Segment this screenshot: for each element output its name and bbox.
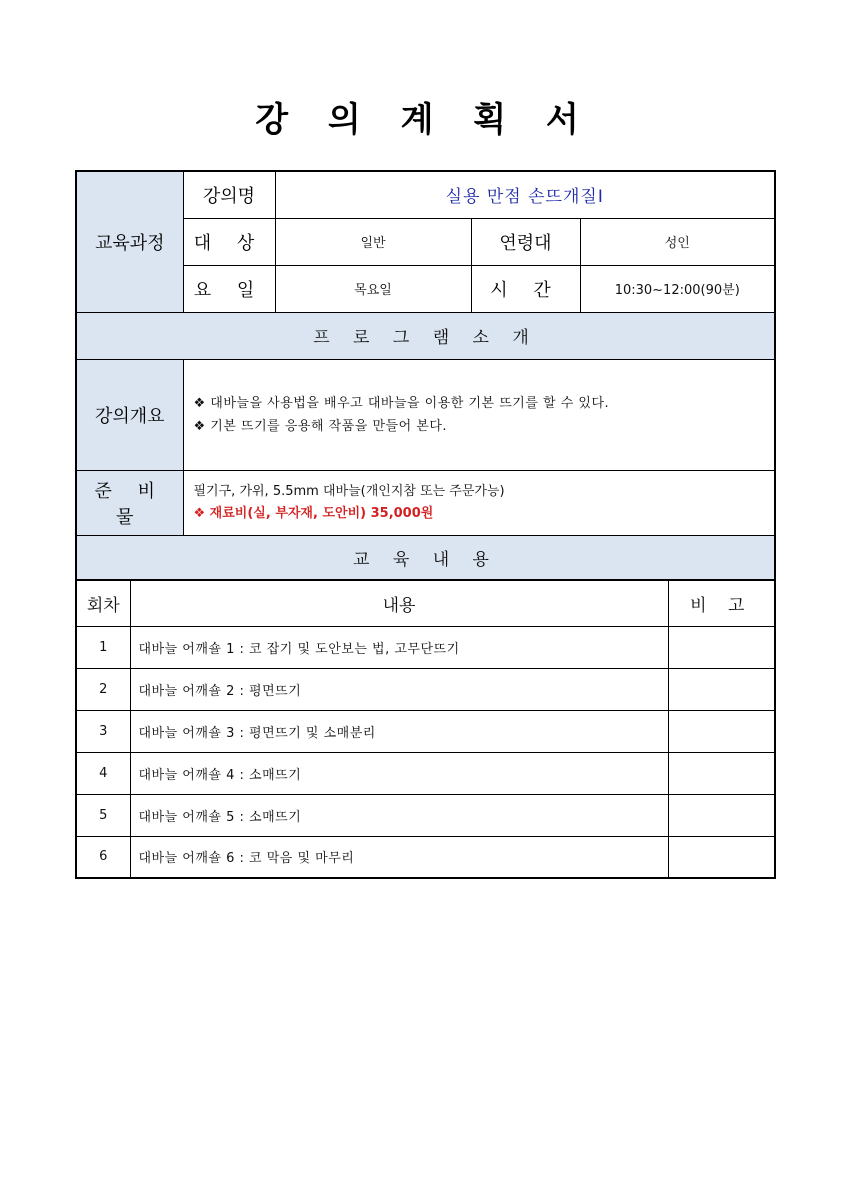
table-row bbox=[76, 836, 775, 878]
session-note bbox=[668, 836, 775, 878]
session-content: 대바늘 어깨숄 6 : 코 막음 및 마무리 bbox=[130, 836, 668, 878]
materials-label: 준 비 물 bbox=[76, 470, 183, 535]
table-row bbox=[76, 710, 775, 752]
materials-cell bbox=[183, 470, 775, 535]
overview-list bbox=[183, 359, 775, 470]
course-name: 실용 만점 손뜨개질Ⅰ bbox=[275, 171, 775, 218]
session-note bbox=[668, 626, 775, 668]
course-info-table bbox=[75, 170, 776, 581]
target-value: 일반 bbox=[275, 218, 471, 265]
overview-label: 강의개요 bbox=[76, 359, 183, 470]
session-number: 1 bbox=[76, 626, 130, 668]
session-number: 3 bbox=[76, 710, 130, 752]
note-column-header: 비 고 bbox=[668, 580, 775, 626]
table-row bbox=[76, 626, 775, 668]
session-note bbox=[668, 668, 775, 710]
session-note bbox=[668, 710, 775, 752]
materials-text: 필기구, 가위, 5.5mm 대바늘(개인지참 또는 주문가능) bbox=[193, 483, 505, 499]
overview-item: ❖ 대바늘을 사용법을 배우고 대바늘을 이용한 기본 뜨기를 할 수 있다. bbox=[193, 395, 610, 411]
material-fee-text: ❖ 재료비(실, 부자재, 도안비) 35,000원 bbox=[193, 505, 434, 521]
session-note bbox=[668, 794, 775, 836]
lesson-plan-table bbox=[75, 579, 776, 879]
session-number: 2 bbox=[76, 668, 130, 710]
plan-section-header: 교 육 내 용 bbox=[76, 535, 775, 580]
session-content: 대바늘 어깨숄 1 : 코 잡기 및 도안보는 법, 고무단뜨기 bbox=[130, 626, 668, 668]
session-content: 대바늘 어깨숄 3 : 평면뜨기 및 소매분리 bbox=[130, 710, 668, 752]
session-content: 대바늘 어깨숄 5 : 소매뜨기 bbox=[130, 794, 668, 836]
content-column-header: 내용 bbox=[130, 580, 668, 626]
program-section-header: 프 로 그 램 소 개 bbox=[76, 312, 775, 359]
session-number: 4 bbox=[76, 752, 130, 794]
table-row bbox=[76, 752, 775, 794]
day-value: 목요일 bbox=[275, 265, 471, 312]
page-title: 강 의 계 획 서 bbox=[255, 100, 593, 140]
session-number: 6 bbox=[76, 836, 130, 878]
target-label: 대 상 bbox=[183, 218, 275, 265]
course-section-label: 교육과정 bbox=[76, 171, 183, 312]
age-value: 성인 bbox=[580, 218, 775, 265]
day-label: 요 일 bbox=[183, 265, 275, 312]
session-number: 5 bbox=[76, 794, 130, 836]
session-content: 대바늘 어깨숄 4 : 소매뜨기 bbox=[130, 752, 668, 794]
course-name-label: 강의명 bbox=[183, 171, 275, 218]
table-row bbox=[76, 668, 775, 710]
overview-item: ❖ 기본 뜨기를 응용해 작품을 만들어 본다. bbox=[193, 418, 448, 434]
time-value: 10:30~12:00(90분) bbox=[580, 265, 775, 312]
session-note bbox=[668, 752, 775, 794]
age-label: 연령대 bbox=[471, 218, 580, 265]
session-content: 대바늘 어깨숄 2 : 평면뜨기 bbox=[130, 668, 668, 710]
table-row bbox=[76, 794, 775, 836]
time-label: 시 간 bbox=[471, 265, 580, 312]
session-column-header: 회차 bbox=[76, 580, 130, 626]
